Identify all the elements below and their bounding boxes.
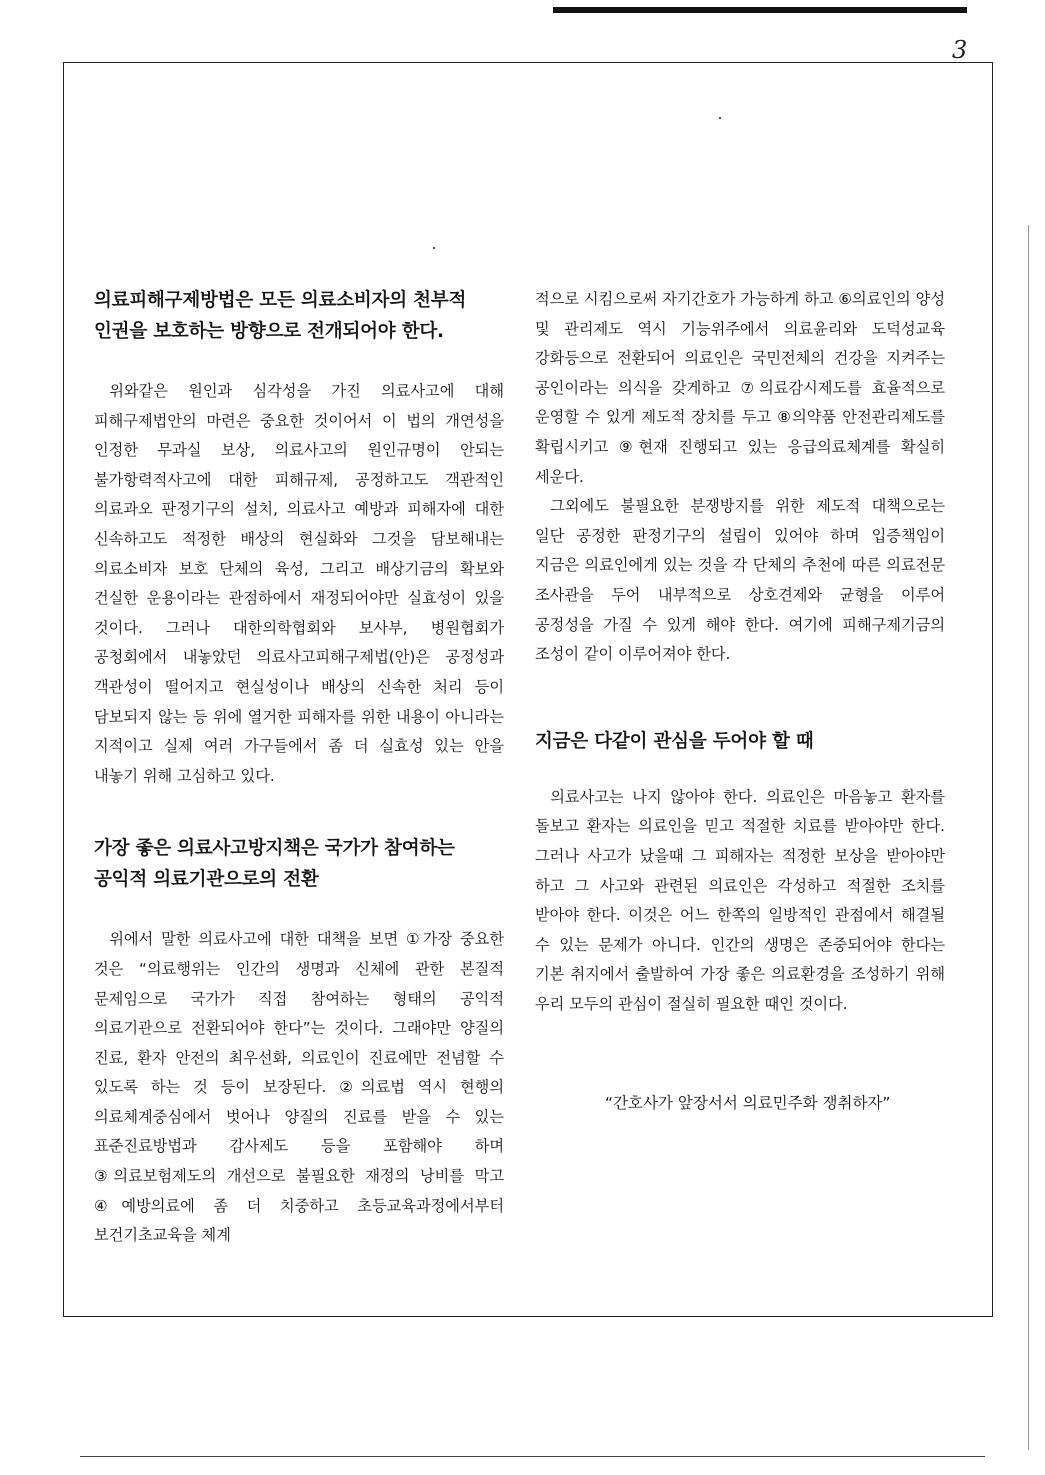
- speck: [433, 247, 435, 249]
- right-column: [535, 285, 945, 1119]
- section-heading-attention: 지금은 다같이 관심을 두어야 할 때: [535, 730, 814, 752]
- page-number: 3: [952, 36, 968, 64]
- edge-rule: [1028, 225, 1029, 1450]
- slogan: “간호사가 앞장서서 의료민주화 쟁취하자”: [605, 1094, 891, 1113]
- section-heading-public-institutions: 가장 좋은 의료사고방지책은 국가가 참여하는 공익적 의료기관으로의 전환: [94, 838, 455, 891]
- section-heading-relief-law: 의료피해구제방법은 모든 의료소비자의 천부적 인권을 보호하는 방향으로 전개되어야 한다.: [94, 290, 467, 342]
- body-paragraph: 위에서 말한 의료사고에 대한 대책을 보면 ①가장 중요한 것은 “의료행위는 인간의 생명과 신체에 관한 본질적 문제임으로 국가가 직접 참여하는 형태의 공익적 의료기관으로 전환되어야 한다”는 것이다. 그래야만 양질의 진료, 환자 안전의 최우선화, 의료인이 진료에만 전념할 수 있도록 하는 것 등이 보장된다. ②의료법 역시 현행의 의료체계중심에서 벗어나 양질의 진료를 받을 수 있는 표준진료방법과 감사제도 등을 포함해야 하며 ③의료보험제도의 개선으로 불필요한 재정의 낭비를 막고 ④예방의료에 좀 더 치중하고 초등교육과정에서부터 보건기초교육을 체계: [94, 930, 504, 1245]
- top-rule: [553, 7, 967, 13]
- body-paragraph: 그외에도 불필요한 분쟁방지를 위한 제도적 대책으로는 일단 공정한 판정기구의 설립이 있어야 하며 입증책임이 지금은 의료인에게 있는 것을 각 단체의 추천에 따른 의료전문 조사관을 두어 내부적으로 상호견제와 균형을 이루어 공정성을 가질 수 있게 해야 한다. 여기에 피해구제기금의 조성이 같이 이루어져야 한다.: [535, 497, 945, 664]
- body-paragraph: 의료사고는 나지 않아야 한다. 의료인은 마음놓고 환자를 돌보고 환자는 의료인을 믿고 적절한 치료를 받아야만 한다. 그러나 사고가 났을때 그 피해자는 적정한 보상을 받아야만 하고 그 사고와 관련된 의료인은 각성하고 적절한 조치를 받아야 한다. 이것은 어느 한쪽의 일방적인 관점에서 해결될 수 있는 문제가 아니다. 인간의 생명은 존중되어야 한다는 기본 취지에서 출발하여 가장 좋은 의료환경을 조성하기 위해 우리 모두의 관심이 절실히 필요한 때인 것이다.: [535, 787, 945, 1013]
- bottom-rule: [80, 1456, 985, 1457]
- body-paragraph: 적으로 시킴으로써 자기간호가 가능하게 하고 ⑥의료인의 양성 및 관리제도 역시 기능위주에서 의료윤리와 도덕성교육 강화등으로 전환되어 의료인은 국민전체의 건강을 지켜주는 공인이라는 의식을 갖게하고 ⑦의료감시제도를 효율적으로 운영할 수 있게 제도적 장치를 두고 ⑧의약품 안전관리제도를 확립시키고 ⑨현재 진행되고 있는 응급의료체계를 확실히 세운다.: [535, 290, 945, 486]
- left-column: [94, 285, 504, 1251]
- speck: [719, 117, 721, 119]
- body-paragraph: 위와같은 원인과 심각성을 가진 의료사고에 대해 피해구제법안의 마련은 중요한 것이어서 이 법의 개연성을 인정한 무과실 보상, 의료사고의 원인규명이 안되는 불가항력적사고에 대한 피해규제, 공정하고도 객관적인 의료과오 판정기구의 설치, 의료사고 예방과 피해자에 대한 신속하고도 적정한 배상의 현실화와 그것을 담보해내는 의료소비자 보호 단체의 육성, 그리고 배상기금의 확보와 건실한 운용이라는 관점하에서 재정되어야만 실효성이 있을 것이다. 그러나 대한의학협회와 보사부, 병원협회가 공청회에서 내놓았던 의료사고피해구제법(안)은 공정성과 객관성이 떨어지고 현실성이나 배상의 신속한 처리 등이 담보되지 않는 등 위에 열거한 피해자를 위한 내용이 아니라는 지적이고 실제 여러 가구들에서 좀 더 실효성 있는 안을 내놓기 위해 고심하고 있다.: [94, 382, 504, 785]
